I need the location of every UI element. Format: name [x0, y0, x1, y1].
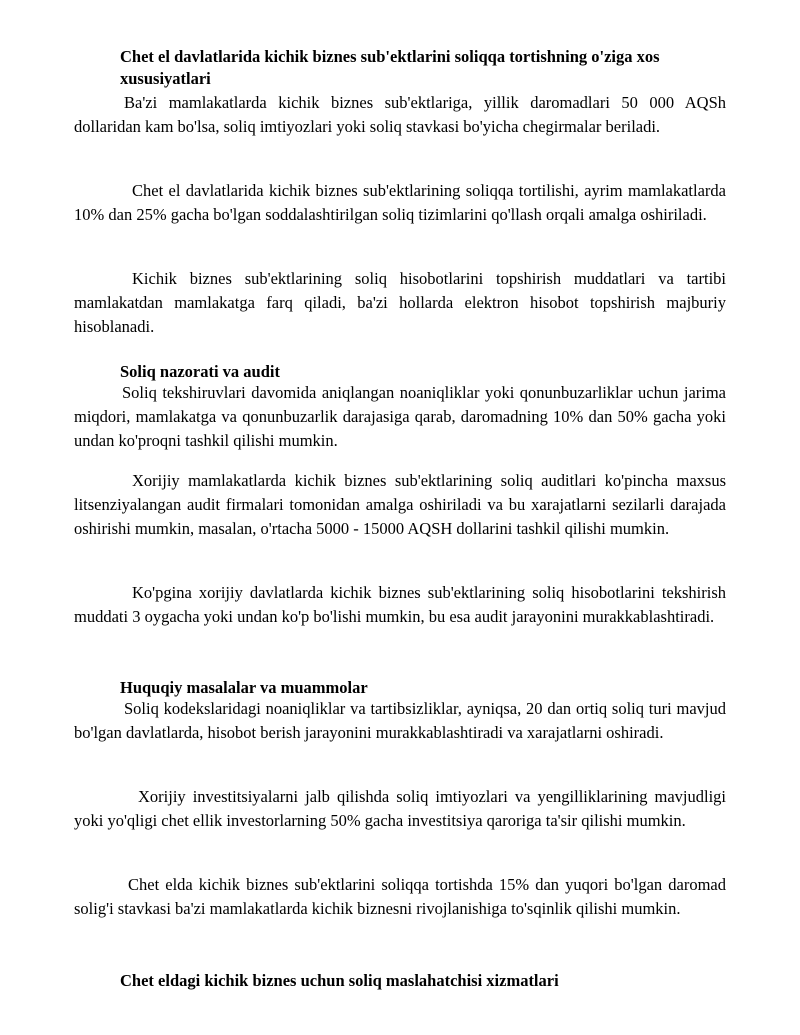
paragraph-simplified-tax-systems: Chet el davlatlarida kichik biznes sub'ektlarining soliqqa tortilishi, ayrim mamlakatlarda 10% dan 25% gacha bo'lgan soddalashtirilgan soliq tizimlarini qo'llash orqali amalga oshiriladi.: [74, 181, 726, 224]
section-heading-legal-issues: Huquqiy masalalar va muammolar: [120, 678, 368, 697]
section-heading-foreign-taxation: Chet el davlatlarida kichik biznes sub'ektlarini soliqqa tortishning o'ziga xos xususiyatlari: [120, 47, 660, 88]
paragraph-audit-duration: Ko'pgina xorijiy davlatlarda kichik biznes sub'ektlarining soliq hisobotlarini tekshirish muddati 3 oygacha yoki undan ko'p bo'lishi mumkin, bu esa audit jarayonini murakkablashtiradi.: [74, 583, 726, 626]
paragraph-reporting-deadlines: Kichik biznes sub'ektlarining soliq hisobotlarini topshirish muddatlari va tartibi mamlakatdan mamlakatga farq qiladi, ba'zi hollarda elektron hisobot topshirish majburiy hisoblanadi.: [74, 269, 726, 336]
paragraph-penalties: Soliq tekshiruvlari davomida aniqlangan noaniqliklar yoki qonunbuzarliklar uchun jarima miqdori, mamlakatga va qonunbuzarlik darajasiga qarab, daromadning 10% dan 50% gacha yoki undan ko'proqni tashkil qilishi mumkin.: [74, 383, 726, 450]
paragraph-licensed-audit-firms: Xorijiy mamlakatlarda kichik biznes sub'ektlarining soliq auditlari ko'pincha maxsus litsenziyalangan audit firmalari tomonidan amalga oshiriladi va bu xarajatlarni sezilarli darajada oshirishi mumkin, masalan, o'rtacha 5000 - 15000 AQSH dollarini tashkil qilishi mumkin.: [74, 471, 726, 538]
paragraph-tax-code-ambiguities: Soliq kodekslaridagi noaniqliklar va tartibsizliklar, ayniqsa, 20 dan ortiq soliq turi mavjud bo'lgan davlatlarda, hisobot berish jarayonini murakkablashtiradi va xarajatlarni oshiradi.: [74, 699, 726, 742]
paragraph-foreign-investments: Xorijiy investitsiyalarni jalb qilishda soliq imtiyozlari va yengilliklarining mavjudligi yoki yo'qligi chet ellik investorlarning 50% gacha investitsiya qaroriga ta'sir qilishi mumkin.: [74, 787, 726, 830]
paragraph-income-tax-rate: Chet elda kichik biznes sub'ektlarini soliqqa tortishda 15% dan yuqori bo'lgan daromad solig'i stavkasi ba'zi mamlakatlarda kichik biznesni rivojlanishiga to'sqinlik qilishi mumkin.: [74, 875, 726, 918]
section-heading-tax-advisory-services: Chet eldagi kichik biznes uchun soliq maslahatchisi xizmatlari: [120, 971, 559, 990]
section-heading-tax-control-audit: Soliq nazorati va audit: [120, 362, 280, 381]
paragraph-tax-benefits: Ba'zi mamlakatlarda kichik biznes sub'ektlariga, yillik daromadlari 50 000 AQSh dollaridan kam bo'lsa, soliq imtiyozlari yoki soliq stavkasi bo'yicha chegirmalar beriladi.: [74, 93, 726, 136]
